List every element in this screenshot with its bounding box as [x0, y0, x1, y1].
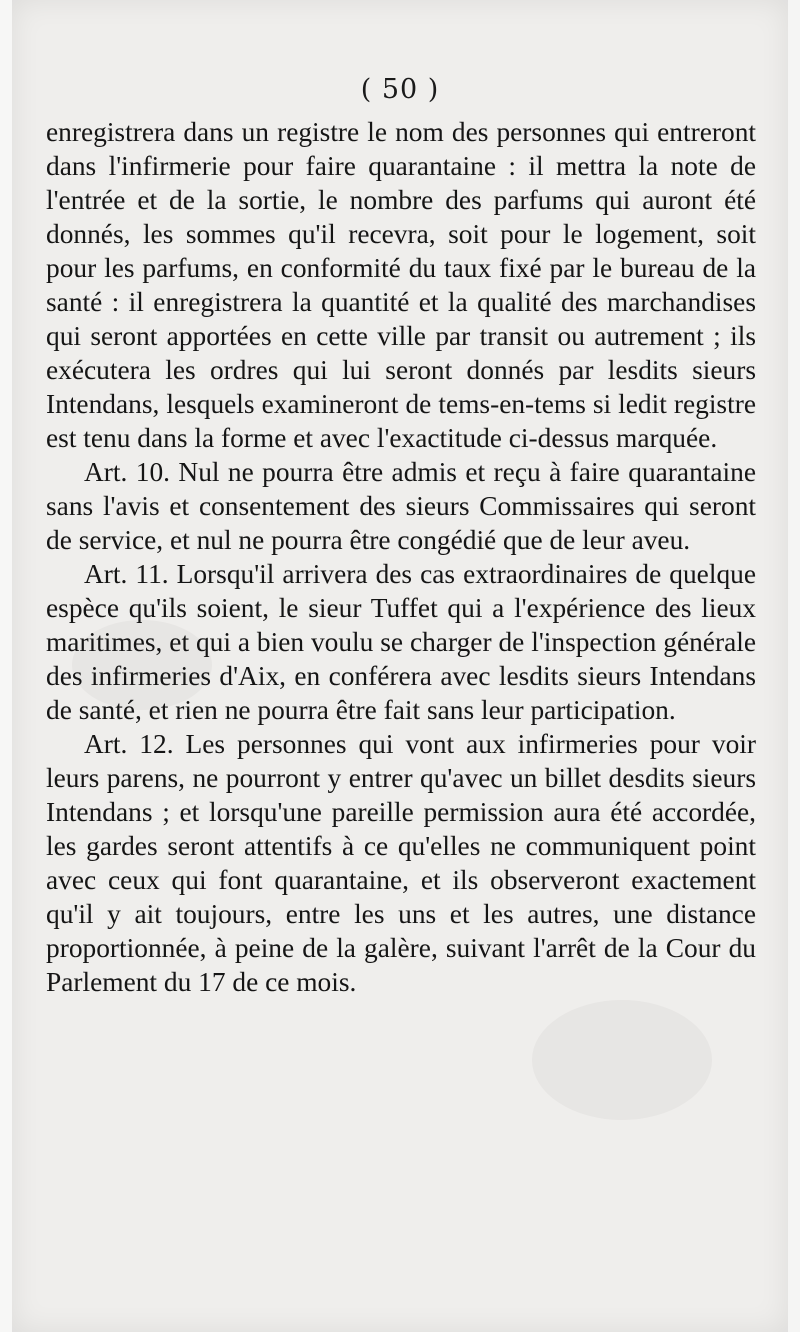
page-number: ( 50 ) [360, 74, 440, 105]
paragraph-article-12: Art. 12. Les personnes qui vont aux infirmeries pour voir leurs parens, ne pourront y entrer qu'avec un billet desdits sieurs Intendans ; et lorsqu'une pareille permission aura été accordée, les gardes seront attentifs à ce qu'elles ne communiquent point avec ceux qui font quarantaine, et ils observeront exactement qu'il y ait toujours, entre les uns et les autres, une distance proportionnée, à peine de la galère, suivant l'arrêt de la Cour du Parlement du 17 de ce mois. [46, 729, 756, 997]
page-right-margin [788, 0, 800, 1332]
paragraph-article-10: Art. 10. Nul ne pourra être admis et reçu à faire quarantaine sans l'avis et consentement des sieurs Commissaires qui seront de service, et nul ne pourra être congédié que de leur aveu. [46, 457, 756, 555]
page-body [46, 115, 756, 999]
page-left-margin [0, 0, 12, 1332]
paragraph-article-11: Art. 11. Lorsqu'il arrivera des cas extraordinaires de quelque espèce qu'ils soient, le sieur Tuffet qui a l'expérience des lieux maritimes, et qui a bien voulu se charger de l'inspection générale des infirmeries d'Aix, en conférera avec lesdits sieurs Intendans de santé, et rien ne pourra être fait sans leur participation. [46, 559, 756, 725]
paper-stain [532, 1000, 712, 1120]
paragraph-continuation: enregistrera dans un registre le nom des personnes qui entreront dans l'infirmerie pour faire quarantaine : il mettra la note de l'entrée et de la sortie, le nombre des parfums qui auront été donnés, les sommes qu'il recevra, soit pour le logement, soit pour les parfums, en conformité du taux fixé par le bureau de la santé : il enregistrera la quantité et la qualité des marchandises qui seront apportées en cette ville par transit ou autrement ; ils exécutera les ordres qui lui seront donnés par lesdits sieurs Intendans, lesquels examineront de tems-en-tems si ledit registre est tenu dans la forme et avec l'exactitude ci-dessus marquée. [46, 117, 756, 453]
